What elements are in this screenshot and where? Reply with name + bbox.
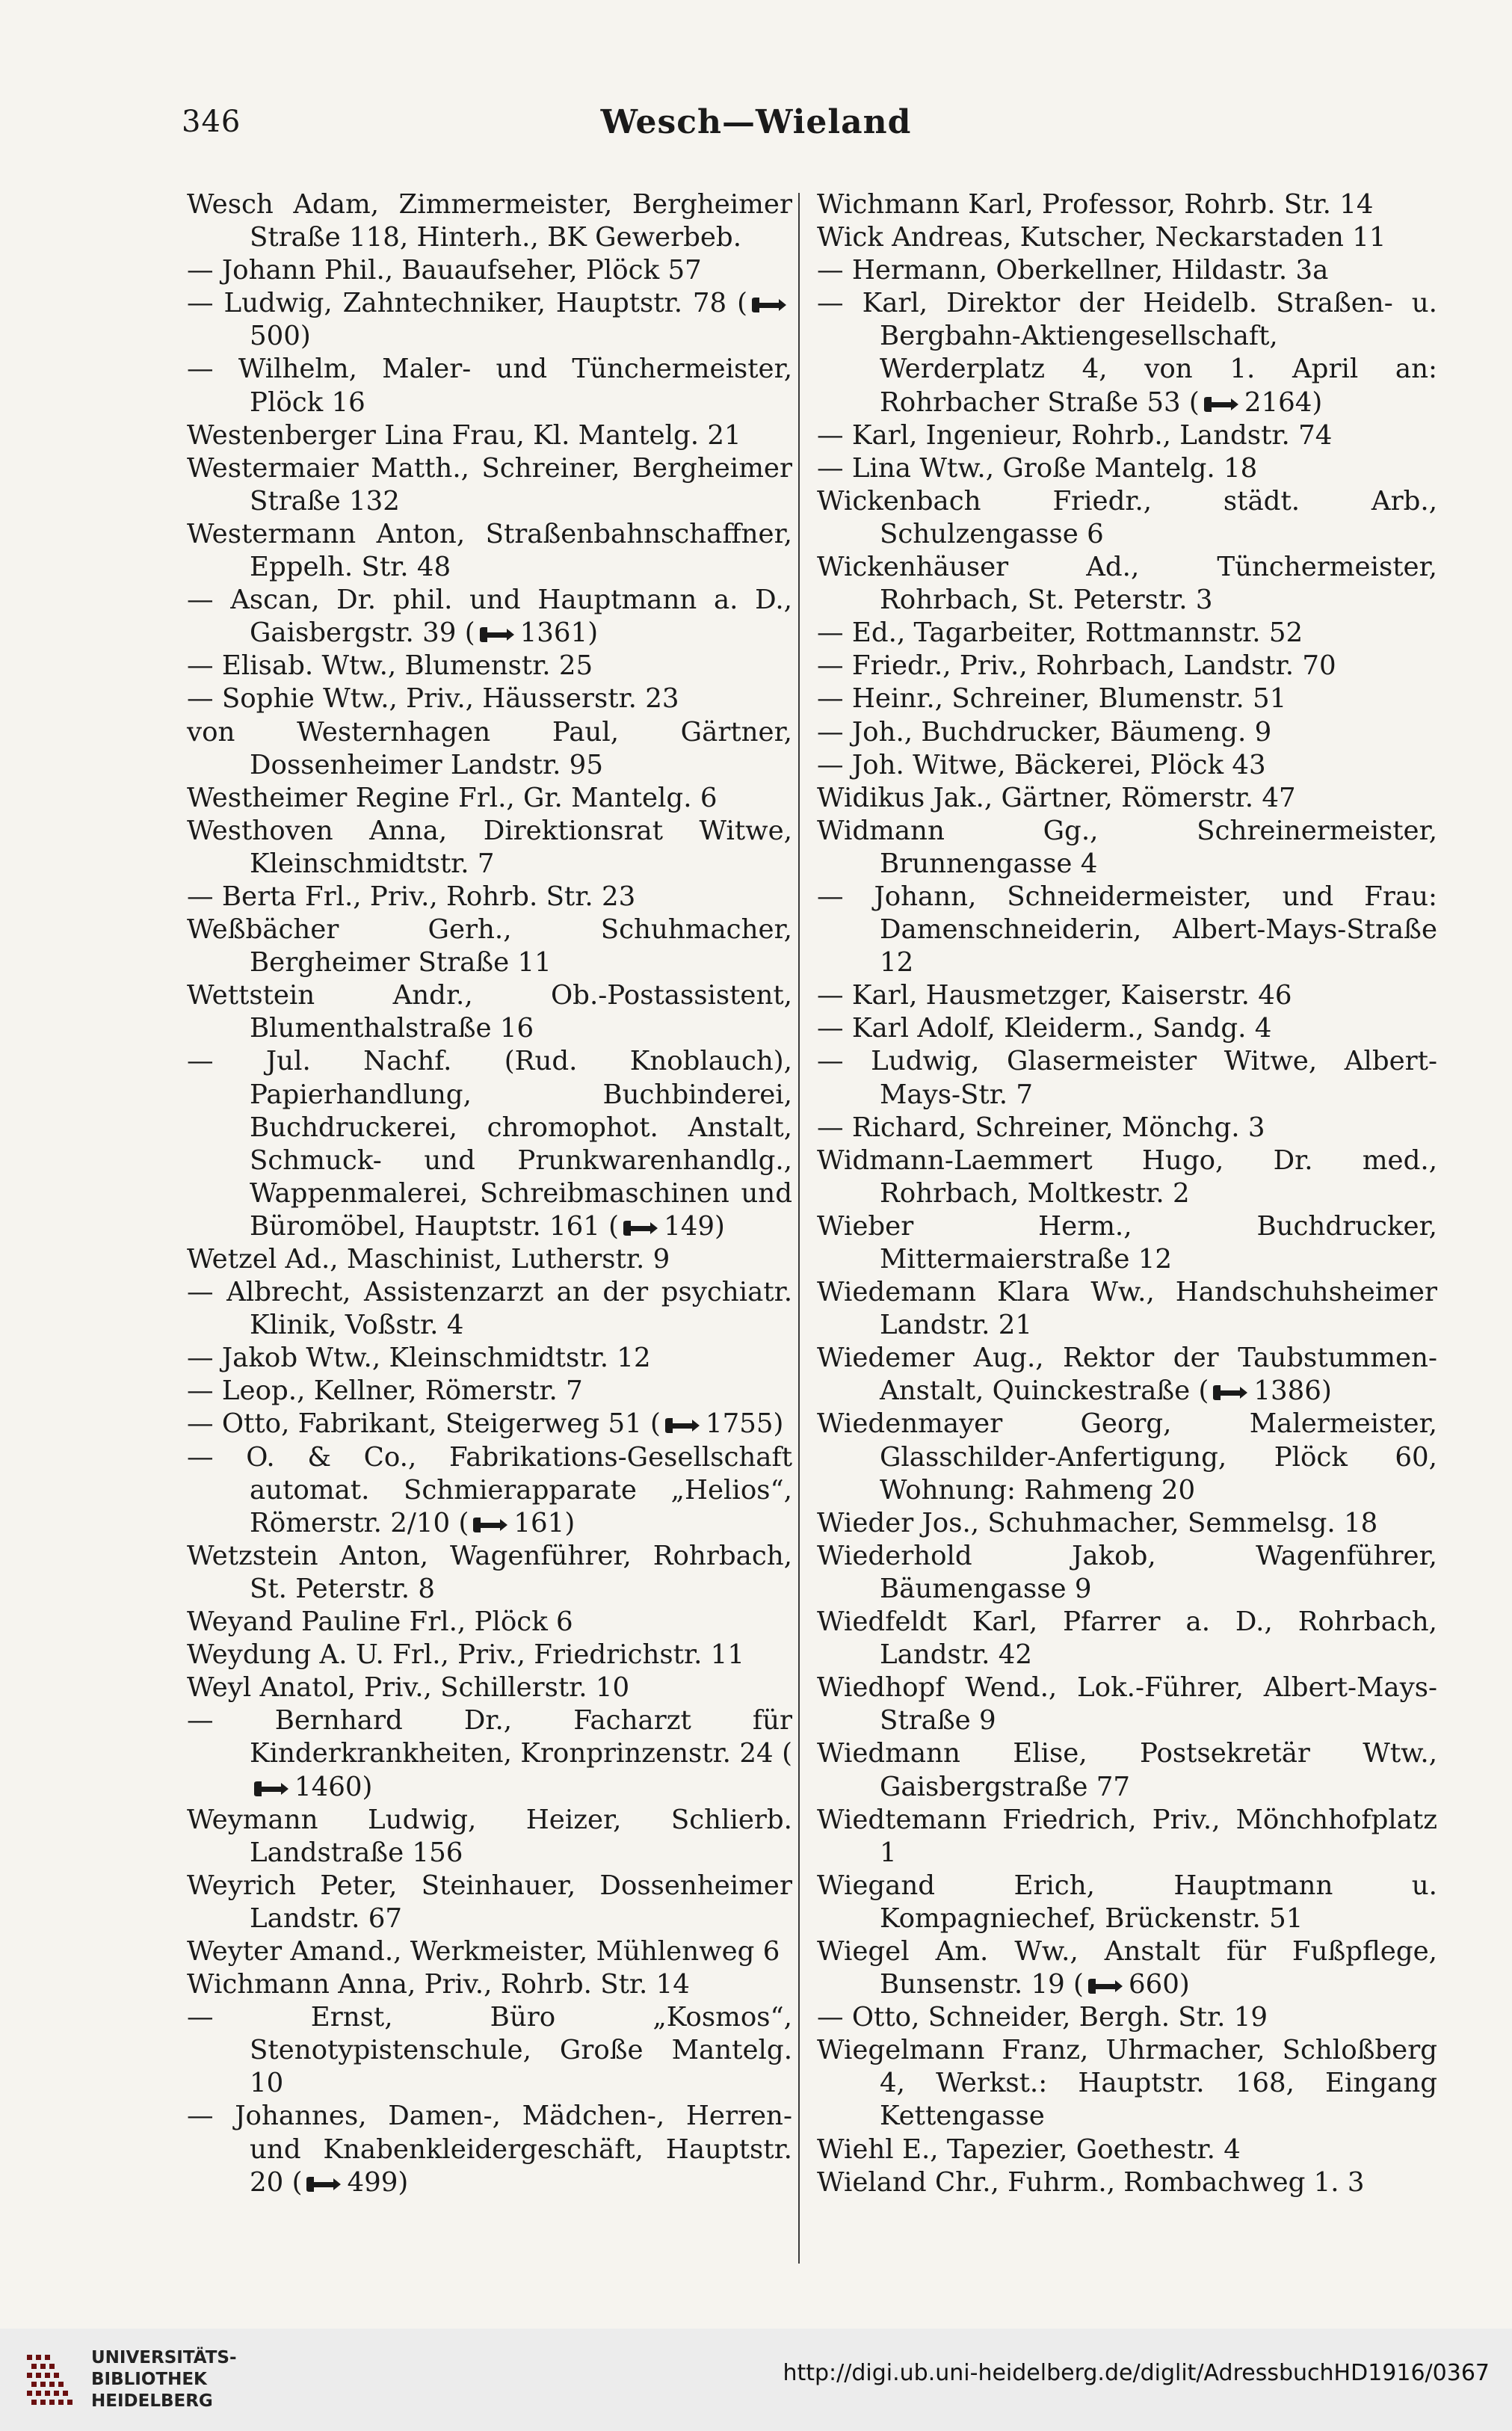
entry-text: — Bernhard Dr., Facharzt für Kinderkrankheiten, Kronprinzenstr. 24 [187,1705,792,1769]
entry-text: Weydung A. U. Frl., Priv., Friedrichstr. 11 [187,1639,744,1671]
entry-text: — Karl, Hausmetzger, Kaiserstr. 46 [817,980,1292,1011]
entry-text: Wettstein Andr., Ob.-Postassistent, Blumenthalstraße 16 [187,980,792,1044]
directory-entry [817,1671,1437,1737]
telephone-icon [1212,1384,1249,1401]
phone-number: 1460 [294,1771,362,1802]
entry-text: — Joh. Witwe, Bäckerei, Plöck 43 [817,749,1266,780]
entry-text: Wiedemann Klara Ww., Handschuhsheimer Landstr. 21 [817,1277,1437,1341]
entry-text: — Otto, Schneider, Bergh. Str. 19 [817,2002,1268,2033]
directory-entry [187,1276,792,1342]
entry-text: Weßbächer Gerh., Schuhmacher, Bergheimer Straße 11 [187,914,792,979]
directory-entry [187,815,792,881]
directory-entry [187,650,792,683]
directory-entry [817,650,1437,683]
entry-text: — Johann, Schneidermeister, und Frau: Damenschneiderin, Albert-Mays-Straße 12 [817,881,1437,979]
directory-entry: — O. & Co., Fabrikations-Gesellschaft automat. Schmierapparate „Helios“, Römerstr. 2/10 ( 161) [187,1441,792,1538]
entry-text: Wesch Adam, Zimmermeister, Bergheimer Straße 118, Hinterh., BK Gewerbeb. [187,189,792,253]
entry-text: Wichmann Anna, Priv., Rohrb. Str. 14 [187,1969,690,2000]
page-number: 346 [182,105,241,139]
directory-entry [187,913,792,979]
directory-entry [817,1870,1437,1935]
entry-text: — Ed., Tagarbeiter, Rottmannstr. 52 [817,617,1303,649]
entry-text: — Elisab. Wtw., Blumenstr. 25 [187,650,593,682]
directory-entry [187,1606,792,1639]
directory-entry [817,2133,1437,2166]
entry-text: Wickenhäuser Ad., Tünchermeister, Rohrbach, St. Peterstr. 3 [817,552,1437,616]
directory-entry [187,979,792,1045]
entry-text: Westhoven Anna, Direktionsrat Witwe, Kleinschmidtstr. 7 [187,815,792,879]
entry-text: Wiegand Erich, Hauptmann u. Kompagniechef, Brückenstr. 51 [817,1870,1437,1934]
telephone-icon [253,1781,290,1797]
phone-number: 500 [250,321,300,352]
entry-text: Westermann Anton, Straßenbahnschaffner, Eppelh. Str. 48 [187,518,792,583]
library-name [91,2347,237,2412]
directory-entry [817,254,1437,287]
running-head: Wesch—Wieland [600,103,912,141]
column-divider [798,193,800,2264]
phone-number: 149 [664,1210,715,1242]
entry-text: — O. & Co., Fabrikations-Gesellschaft automat. Schmierapparate „Helios“, Römerstr. 2/10 [187,1441,792,1538]
entry-text: — Heinr., Schreiner, Blumenstr. 51 [817,683,1287,715]
entry-text: — Joh., Buchdrucker, Bäumeng. 9 [817,716,1272,748]
directory-entry [187,782,792,815]
directory-entry [817,683,1437,715]
directory-entry [817,881,1437,979]
directory-entry [817,551,1437,617]
phone-number: 2164 [1244,386,1312,418]
directory-entry [187,452,792,518]
telephone-icon [750,297,788,313]
directory-entry [817,749,1437,782]
entry-text: Wiedhopf Wend., Lok.-Führer, Albert-Mays-Straße 9 [817,1672,1437,1737]
entry-text: — Sophie Wtw., Priv., Häusserstr. 23 [187,683,679,715]
directory-entry [187,254,792,287]
directory-entry [817,419,1437,452]
entry-text: — Otto, Fabrikant, Steigerweg 51 [187,1408,642,1440]
entry-text: — Richard, Schreiner, Mönchg. 3 [817,1112,1265,1143]
entry-text: — Jul. Nachf. (Rud. Knoblauch), Papierhandlung, Buchbinderei, Buchdruckerei, chromophot. Anstalt, Schmuck- und Prunkwarenhandlg., Wappenmalerei, Schreibmaschinen und Büromöbel, Hauptstr. 161 [187,1046,792,1242]
entry-text: — Friedr., Priv., Rohrbach, Landstr. 70 [817,650,1336,682]
entry-text: Weyand Pauline Frl., Plöck 6 [187,1606,573,1638]
directory-entry [187,518,792,584]
directory-entry [187,2001,792,2100]
directory-entry [187,1671,792,1704]
directory-entry [817,1144,1437,1210]
directory-entry [817,1737,1437,1803]
source-url[interactable]: http://digi.ub.uni-heidelberg.de/diglit/AdressbuchHD1916/0367 [783,2360,1490,2386]
directory-entry [187,1540,792,1606]
directory-entry [817,1210,1437,1276]
phone-number: 1361 [519,617,588,649]
entry-text: — Ludwig, Zahntechniker, Hauptstr. 78 [187,288,727,319]
telephone-icon [1203,396,1240,413]
directory-entry [187,1639,792,1671]
phone-number: 1755 [705,1408,774,1440]
directory-entry [817,485,1437,551]
entry-text: Wiedenmayer Georg, Malermeister, Glasschilder-Anfertigung, Plöck 60, Wohnung: Rahmeng 20 [817,1408,1437,1506]
entry-text: — Jakob Wtw., Kleinschmidtstr. 12 [187,1343,651,1374]
directory-entry [187,1968,792,2001]
entry-text: Wiederhold Jakob, Wagenführer, Bäumengasse 9 [817,1540,1437,1604]
directory-entry [817,815,1437,881]
directory-entry [187,1804,792,1870]
entry-text: Widmann Gg., Schreinermeister, Brunnengasse 4 [817,815,1437,879]
entry-text: — Karl Adolf, Kleiderm., Sandg. 4 [817,1013,1272,1044]
directory-entry [817,1606,1437,1671]
directory-entry [187,1870,792,1935]
entry-text: Widmann-Laemmert Hugo, Dr. med., Rohrbach, Moltkestr. 2 [817,1144,1437,1209]
entry-text: — Johann Phil., Bauaufseher, Plöck 57 [187,255,702,286]
library-name-line: HEIDELBERG [91,2391,213,2411]
telephone-icon [305,2176,342,2193]
entry-text: Weyl Anatol, Priv., Schillerstr. 10 [187,1672,630,1704]
telephone-icon [478,626,516,643]
entry-text: Wetzel Ad., Maschinist, Lutherstr. 9 [187,1244,670,1275]
telephone-icon [664,1417,701,1434]
entry-text: von Westernhagen Paul, Gärtner, Dossenheimer Landstr. 95 [187,716,792,780]
entry-text: Wieber Herm., Buchdrucker, Mittermaierstraße 12 [817,1210,1437,1275]
entry-text: — Lina Wtw., Große Mantelg. 18 [817,452,1258,484]
directory-entry [187,1375,792,1408]
entry-text: Wiedemer Aug., Rektor der Taubstummen-Anstalt, Quinckestraße [817,1343,1437,1407]
entry-text: — Leop., Kellner, Römerstr. 7 [187,1375,583,1407]
directory-entry [817,188,1437,221]
entry-text: — Ascan, Dr. phil. und Hauptmann a. D., Gaisbergstr. 39 [187,585,792,649]
entry-text: — Wilhelm, Maler- und Tünchermeister, Plöck 16 [187,354,792,418]
entry-text: Westheimer Regine Frl., Gr. Mantelg. 6 [187,782,718,813]
directory-entry [817,1112,1437,1144]
directory-entry [817,716,1437,749]
directory-entry [817,2166,1437,2199]
directory-entry: — Otto, Fabrikant, Steigerweg 51 ( 1755) [187,1408,784,1440]
entry-text: Wiedfeldt Karl, Pfarrer a. D., Rohrbach, Landstr. 42 [817,1606,1437,1671]
entry-text: Westermaier Matth., Schreiner, Bergheimer Straße 132 [187,452,792,517]
entry-text: Widikus Jak., Gärtner, Römerstr. 47 [817,782,1296,813]
entry-text: Wiegel Am. Ww., Anstalt für Fußpflege, Bunsenstr. 19 [817,1935,1437,2000]
directory-entry: — Bernhard Dr., Facharzt für Kinderkrankheiten, Kronprinzenstr. 24 (1460) [187,1705,792,1802]
left-column [187,188,792,2199]
directory-entry: Wiegel Am. Ww., Anstalt für Fußpflege, Bunsenstr. 19 ( 660) [817,1935,1437,2000]
entry-text: — Ludwig, Glasermeister Witwe, Albert-Mays-Str. 7 [817,1046,1437,1110]
directory-entry [817,221,1437,254]
directory-entry [817,2001,1437,2034]
directory-entry [187,683,792,715]
entry-text: Wieder Jos., Schuhmacher, Semmelsg. 18 [817,1507,1378,1538]
directory-entry [817,617,1437,650]
directory-entry [187,716,792,782]
entry-text: Wetzstein Anton, Wagenführer, Rohrbach, St. Peterstr. 8 [187,1540,792,1604]
directory-entry [817,1276,1437,1342]
entry-text: — Hermann, Oberkellner, Hildastr. 3a [817,255,1329,286]
telephone-icon [472,1517,509,1533]
phone-number: 499 [347,2166,398,2198]
directory-entry: — Johannes, Damen-, Mädchen-, Herren- und Knabenkleidergeschäft, Hauptstr. 20 ( 499) [187,2101,792,2198]
phone-number: 1386 [1253,1375,1321,1407]
directory-entry [817,1408,1437,1506]
entry-text: Wickenbach Friedr., städt. Arb., Schulzengasse 6 [817,485,1437,549]
directory-entry [817,1540,1437,1606]
directory-entry [817,782,1437,815]
entry-text: Wiedmann Elise, Postsekretär Wtw., Gaisbergstraße 77 [817,1738,1437,1802]
telephone-icon [1087,1978,1124,1994]
entry-text: — Albrecht, Assistenzarzt an der psychiatr. Klinik, Voßstr. 4 [187,1277,792,1341]
directory-entry: Wiedemer Aug., Rektor der Taubstummen-Anstalt, Quinckestraße ( 1386) [817,1343,1437,1407]
entry-text: Wiedtemann Friedrich, Priv., Mönchhofplatz 1 [817,1804,1437,1868]
directory-entry [817,1045,1437,1111]
library-name-line: UNIVERSITÄTS- [91,2348,237,2367]
entry-text: — Karl, Direktor der Heidelb. Straßen- u. Bergbahn-Aktiengesellschaft, Werderplatz 4, von 1. April an: Rohrbacher Straße 53 [817,288,1437,418]
entry-text: — Berta Frl., Priv., Rohrb. Str. 23 [187,881,636,912]
entry-text: Wick Andreas, Kutscher, Neckarstaden 11 [817,222,1386,253]
directory-entry [817,2034,1437,2133]
entry-text: Weyter Amand., Werkmeister, Mühlenweg 6 [187,1935,780,1967]
library-logo-icon [24,2352,76,2409]
directory-entry [187,419,792,452]
directory-entry: — Ludwig, Zahntechniker, Hauptstr. 78 (500) [187,287,792,353]
entry-text: Westenberger Lina Frau, Kl. Mantelg. 21 [187,419,741,451]
directory-entry [817,1012,1437,1045]
entry-text: Weymann Ludwig, Heizer, Schlierb. Landstraße 156 [187,1804,792,1868]
entry-text: — Ernst, Büro „Kosmos“, Stenotypistenschule, Große Mantelg. 10 [187,2002,792,2099]
directory-entry [817,452,1437,485]
directory-entry [187,188,792,254]
phone-number: 161 [513,1507,565,1538]
directory-entry [187,1342,792,1375]
directory-entry: — Karl, Direktor der Heidelb. Straßen- u. Bergbahn-Aktiengesellschaft, Werderplatz 4, von 1. April an: Rohrbacher Straße 53 ( 2164) [817,288,1437,418]
entry-text: Wichmann Karl, Professor, Rohrb. Str. 14 [817,189,1374,220]
phone-number: 660 [1128,1969,1179,2000]
directory-entry: — Jul. Nachf. (Rud. Knoblauch), Papierhandlung, Buchbinderei, Buchdruckerei, chromophot. Anstalt, Schmuck- und Prunkwarenhandlg., Wappenmalerei, Schreibmaschinen und Büromöbel, Hauptstr. 161 ( 149) [187,1046,792,1242]
right-column [817,188,1437,2199]
entry-text: Wiegelmann Franz, Uhrmacher, Schloßberg 4, Werkst.: Hauptstr. 168, Eingang Kettengasse [817,2035,1437,2132]
entry-text: — Johannes, Damen-, Mädchen-, Herren- und Knabenkleidergeschäft, Hauptstr. 20 [187,2101,792,2198]
entry-text: — Karl, Ingenieur, Rohrb., Landstr. 74 [817,419,1333,451]
entry-text: Wieland Chr., Fuhrm., Rombachweg 1. 3 [817,2166,1365,2198]
directory-entry [187,353,792,419]
library-name-line: BIBLIOTHEK [91,2370,207,2389]
directory-entry [817,1804,1437,1870]
entry-text: Wiehl E., Tapezier, Goethestr. 4 [817,2133,1241,2165]
entry-text: Weyrich Peter, Steinhauer, Dossenheimer Landstr. 67 [187,1870,792,1934]
directory-entry: — Ascan, Dr. phil. und Hauptmann a. D., Gaisbergstr. 39 ( 1361) [187,585,792,649]
directory-entry [817,979,1437,1012]
directory-entry [817,1507,1437,1540]
directory-entry [187,1243,792,1276]
directory-entry [187,1935,792,1968]
directory-entry [187,881,792,913]
telephone-icon [622,1220,659,1236]
